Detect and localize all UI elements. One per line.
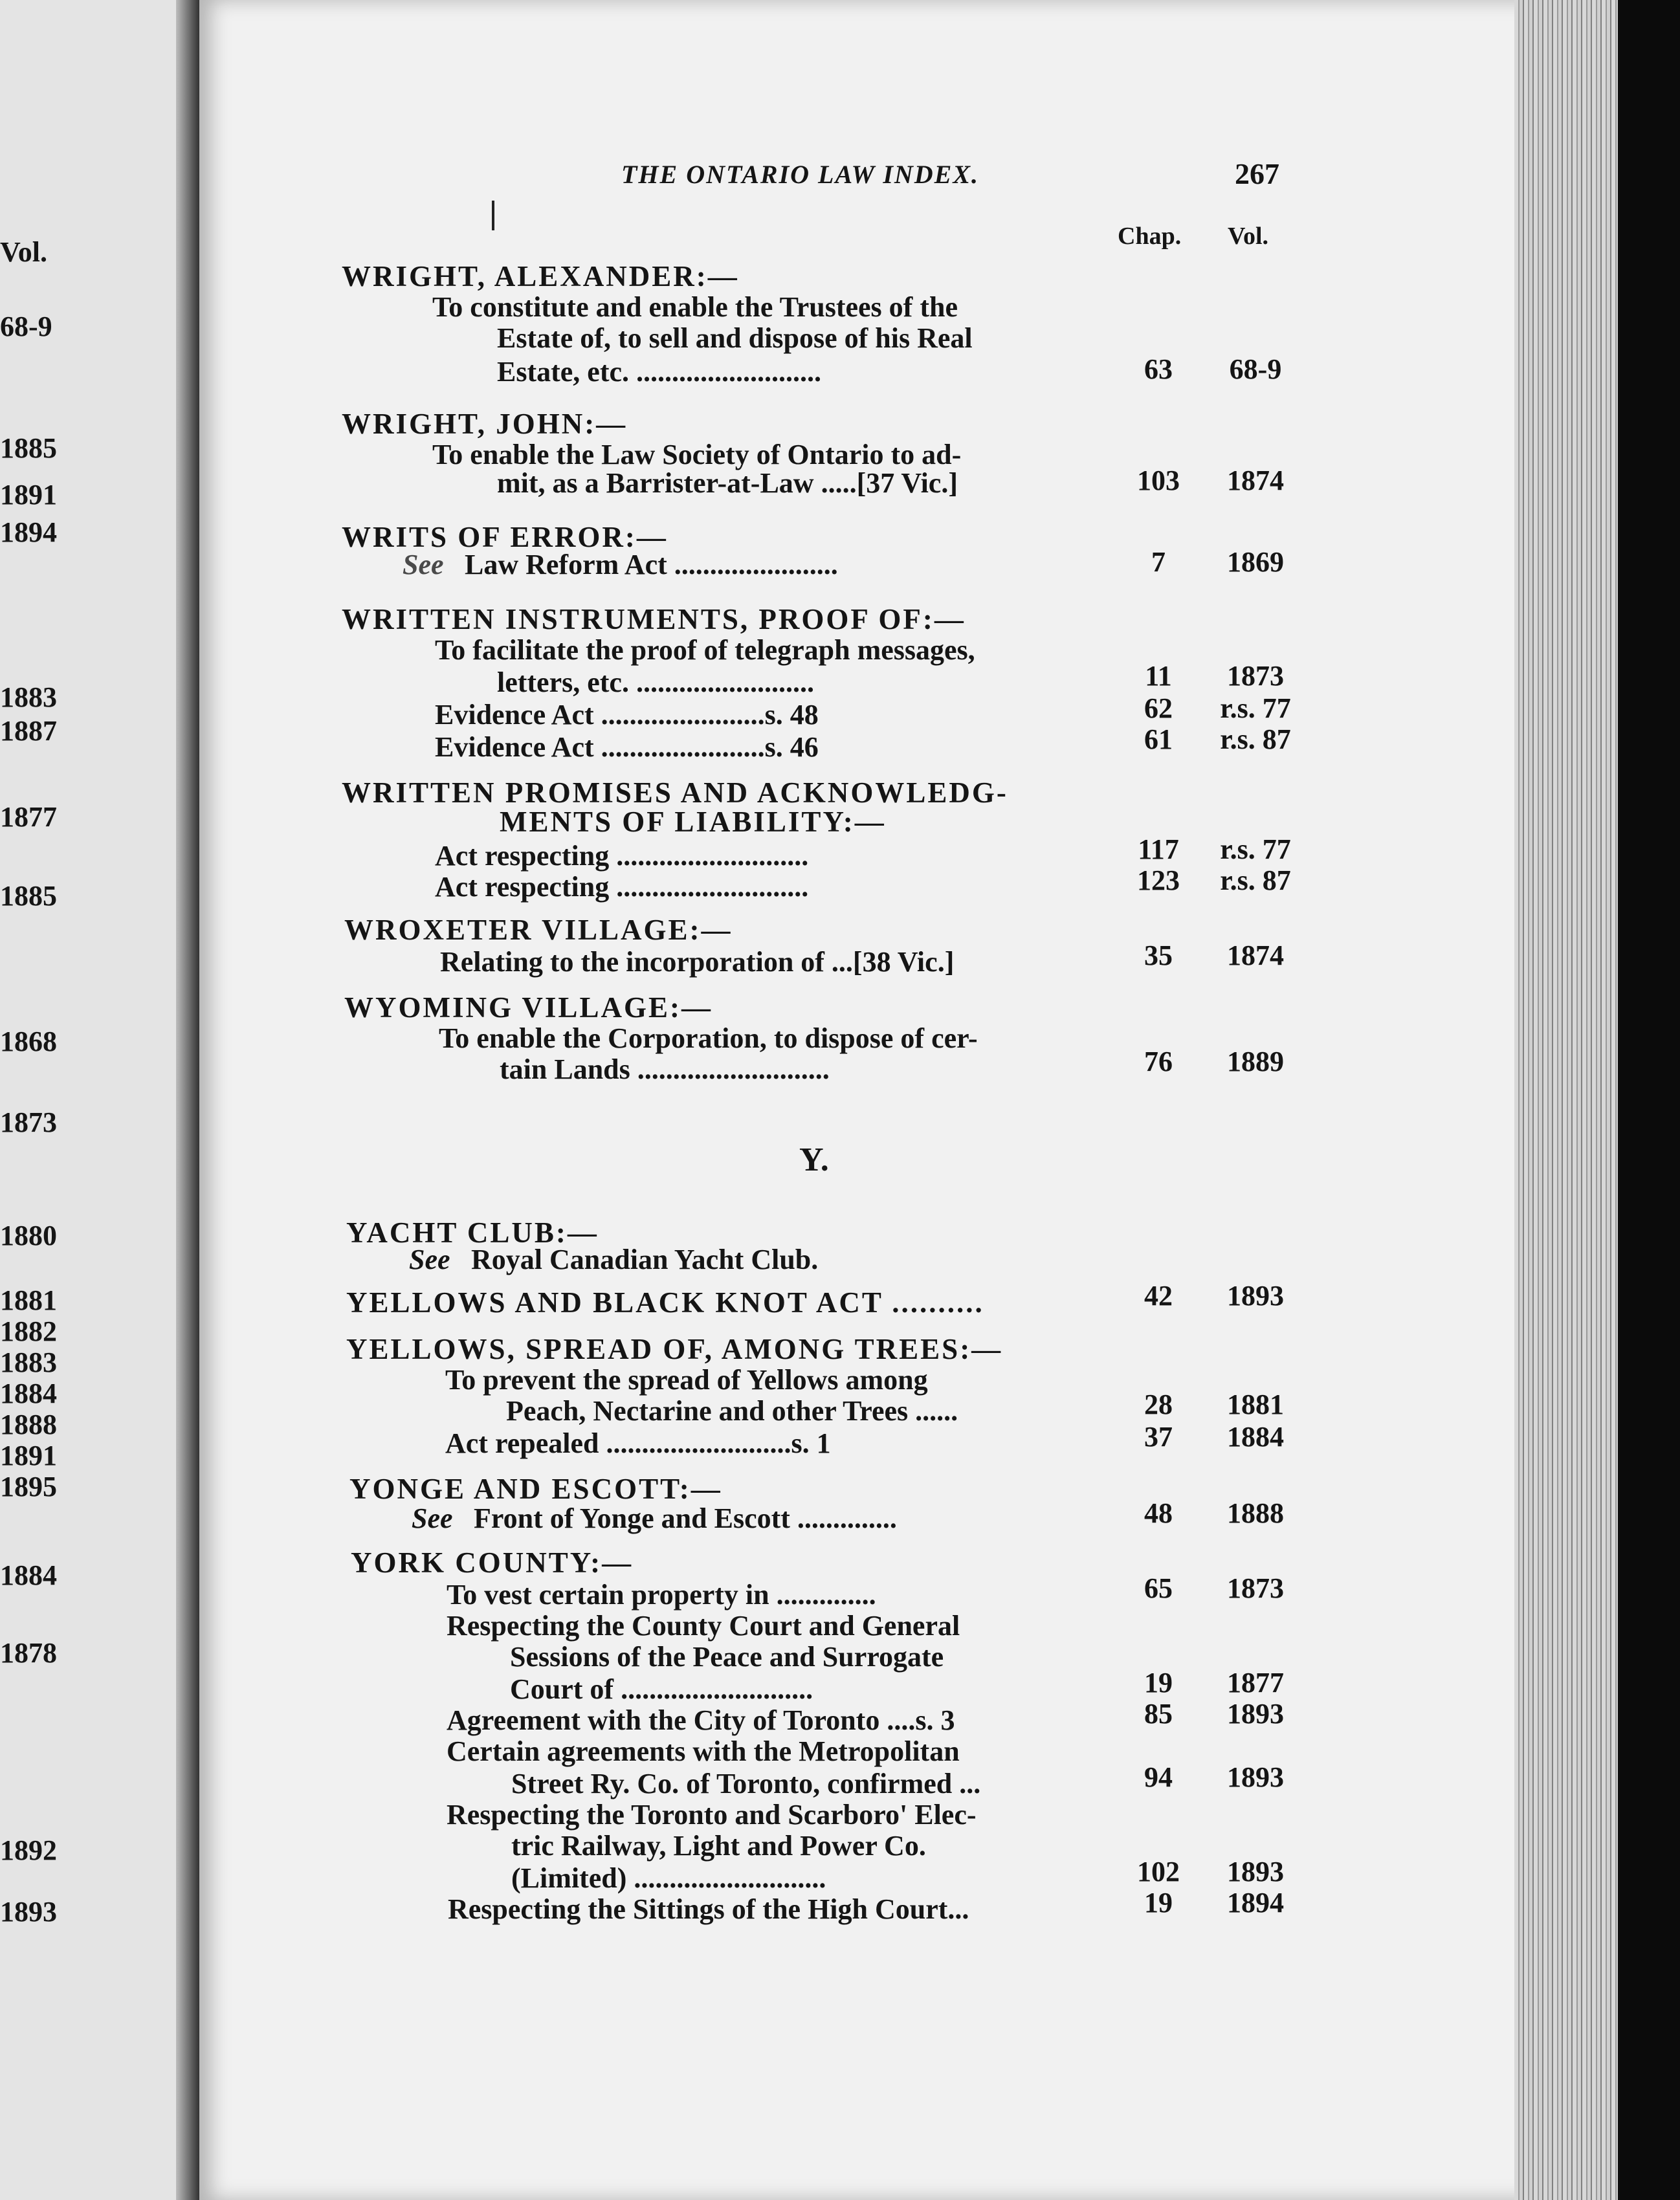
- left-vol: 1894: [0, 516, 57, 548]
- left-vol: 1873: [0, 1106, 57, 1138]
- volume: 1893: [1227, 1280, 1284, 1312]
- entry-line: Evidence Act .......................s. 46: [435, 731, 819, 763]
- left-vol: 68-9: [0, 311, 52, 342]
- chapter-number: 42: [1144, 1280, 1173, 1312]
- volume: 1873: [1227, 660, 1284, 692]
- left-vol: 1895: [0, 1471, 57, 1502]
- chapter-number: 85: [1144, 1698, 1173, 1730]
- entry-line: Royal Canadian Yacht Club.: [471, 1244, 819, 1275]
- entry-line: To facilitate the proof of telegraph messages,: [435, 634, 975, 666]
- entry-heading-continued: MENTS OF LIABILITY:—: [500, 806, 886, 838]
- section-letter: Y.: [799, 1141, 829, 1178]
- volume: 1874: [1227, 940, 1284, 971]
- chapter-number: 65: [1144, 1572, 1173, 1604]
- entry-line: Peach, Nectarine and other Trees ......: [506, 1395, 958, 1427]
- entry-line: Act respecting ...........................: [435, 871, 809, 903]
- chapter-number: 61: [1144, 723, 1173, 755]
- chapter-number: 102: [1137, 1856, 1180, 1887]
- page-edges: [1514, 0, 1624, 2200]
- running-header-title: THE ONTARIO LAW INDEX.: [621, 160, 980, 189]
- chapter-number: 11: [1145, 660, 1172, 692]
- volume: 1874: [1227, 465, 1284, 496]
- entry-line: Agreement with the City of Toronto ....s. 3: [447, 1704, 955, 1736]
- left-vol: 1883: [0, 681, 57, 713]
- left-vol: 1887: [0, 715, 57, 747]
- left-vol: 1868: [0, 1026, 57, 1057]
- entry-heading: WROXETER VILLAGE:—: [344, 914, 733, 946]
- volume: r.s. 87: [1220, 864, 1291, 896]
- see-reference: See: [409, 1244, 450, 1275]
- left-vol: 1893: [0, 1896, 57, 1928]
- entry-line: Respecting the Toronto and Scarboro' Elec-: [447, 1799, 977, 1831]
- entry-line: tain Lands ...........................: [500, 1053, 830, 1085]
- entry-line: Street Ry. Co. of Toronto, confirmed ...: [511, 1768, 981, 1799]
- page-number: 267: [1235, 157, 1279, 190]
- volume: 1889: [1227, 1046, 1284, 1077]
- chapter-number: 63: [1144, 353, 1173, 385]
- column-header-vol: Vol.: [1228, 223, 1269, 250]
- entry-heading: YORK COUNTY:—: [351, 1546, 634, 1579]
- entry-line: Front of Yonge and Escott ..............: [474, 1502, 897, 1534]
- left-vol: 1877: [0, 801, 57, 833]
- entry-line: Respecting the County Court and General: [447, 1610, 960, 1642]
- left-vol: 1878: [0, 1637, 57, 1669]
- left-vol: 1891: [0, 1440, 57, 1471]
- entry-line: Estate of, to sell and dispose of his Real: [497, 322, 973, 354]
- chapter-number: 76: [1144, 1046, 1173, 1077]
- left-vol: 1884: [0, 1378, 57, 1409]
- volume: 1869: [1227, 546, 1284, 578]
- entry-heading: WRITTEN PROMISES AND ACKNOWLEDG-: [342, 776, 1008, 809]
- entry-line: Law Reform Act .......................: [465, 549, 838, 580]
- volume: r.s. 77: [1220, 833, 1291, 865]
- volume: 68-9: [1229, 353, 1282, 385]
- chapter-number: 123: [1137, 864, 1180, 896]
- chapter-number: 19: [1144, 1887, 1173, 1919]
- entry-heading: YONGE AND ESCOTT:—: [349, 1473, 722, 1505]
- entry-heading: WRITS OF ERROR:—: [342, 521, 668, 553]
- entry-line: Act repealed ..........................s. 1: [445, 1427, 831, 1459]
- entry-heading: WYOMING VILLAGE:—: [344, 991, 713, 1024]
- left-vol: 1882: [0, 1315, 57, 1347]
- volume: r.s. 87: [1220, 723, 1291, 755]
- entry-heading: YACHT CLUB:—: [346, 1216, 599, 1249]
- left-vol: 1891: [0, 479, 57, 511]
- entry-line: Certain agreements with the Metropolitan: [447, 1735, 960, 1767]
- entry-line: mit, as a Barrister-at-Law .....[37 Vic.]: [497, 467, 958, 499]
- entry-heading: YELLOWS, SPREAD OF, AMONG TREES:—: [346, 1333, 1003, 1365]
- volume: 1888: [1227, 1497, 1284, 1529]
- entry-line: Court of ...........................: [510, 1673, 813, 1705]
- volume: 1894: [1227, 1887, 1284, 1919]
- entry-line: (Limited) ...........................: [511, 1862, 826, 1894]
- volume: 1881: [1227, 1389, 1284, 1420]
- book-edge-shadow: [1618, 0, 1680, 2200]
- entry-line: Estate, etc. ..........................: [497, 356, 822, 388]
- left-vol: 1880: [0, 1220, 57, 1251]
- entry-line: Respecting the Sittings of the High Court...: [448, 1893, 969, 1925]
- volume: 1873: [1227, 1572, 1284, 1604]
- volume: 1893: [1227, 1698, 1284, 1730]
- left-vol: 1892: [0, 1834, 57, 1866]
- left-vol: 1885: [0, 432, 57, 464]
- entry-line: Act respecting ...........................: [435, 840, 809, 872]
- entry-line: Relating to the incorporation of ...[38 Vic.]: [440, 946, 955, 978]
- left-gutter: [176, 0, 201, 2200]
- see-reference: See: [412, 1502, 453, 1534]
- left-vol: 1881: [0, 1284, 57, 1316]
- volume: 1884: [1227, 1421, 1284, 1453]
- see-reference: See: [403, 549, 444, 580]
- chapter-number: 48: [1144, 1497, 1173, 1529]
- entry-heading: YELLOWS AND BLACK KNOT ACT ..........: [346, 1286, 984, 1319]
- entry-line: Evidence Act .......................s. 48: [435, 699, 819, 731]
- entry-line: To enable the Law Society of Ontario to ad-: [432, 439, 962, 470]
- entry-line: tric Railway, Light and Power Co.: [511, 1830, 926, 1862]
- left-page-vol-header: Vol.: [0, 236, 47, 268]
- entry-line: To vest certain property in ..............: [447, 1579, 876, 1611]
- volume: r.s. 77: [1220, 692, 1291, 724]
- chapter-number: 28: [1144, 1389, 1173, 1420]
- chapter-number: 35: [1144, 940, 1173, 971]
- chapter-number: 117: [1138, 833, 1179, 865]
- stray-mark: [492, 201, 494, 230]
- entry-line: To constitute and enable the Trustees of the: [432, 291, 958, 323]
- column-header-chap: Chap.: [1118, 223, 1182, 250]
- left-vol: 1883: [0, 1347, 57, 1378]
- volume: 1877: [1227, 1667, 1284, 1699]
- entry-line: Sessions of the Peace and Surrogate: [510, 1641, 944, 1673]
- chapter-number: 103: [1137, 465, 1180, 496]
- chapter-number: 19: [1144, 1667, 1173, 1699]
- entry-line: letters, etc. .........................: [497, 666, 814, 698]
- entry-line: To enable the Corporation, to dispose of cer-: [439, 1022, 978, 1054]
- entry-heading: WRITTEN INSTRUMENTS, PROOF OF:—: [342, 603, 966, 635]
- left-vol: 1885: [0, 880, 57, 912]
- chapter-number: 94: [1144, 1761, 1173, 1793]
- left-vol: 1884: [0, 1559, 57, 1591]
- chapter-number: 7: [1151, 546, 1166, 578]
- chapter-number: 37: [1144, 1421, 1173, 1453]
- volume: 1893: [1227, 1761, 1284, 1793]
- entry-heading: WRIGHT, ALEXANDER:—: [342, 260, 739, 292]
- entry-line: To prevent the spread of Yellows among: [445, 1364, 928, 1396]
- left-vol: 1888: [0, 1409, 57, 1440]
- chapter-number: 62: [1144, 692, 1173, 724]
- entry-heading: WRIGHT, JOHN:—: [342, 408, 628, 440]
- volume: 1893: [1227, 1856, 1284, 1887]
